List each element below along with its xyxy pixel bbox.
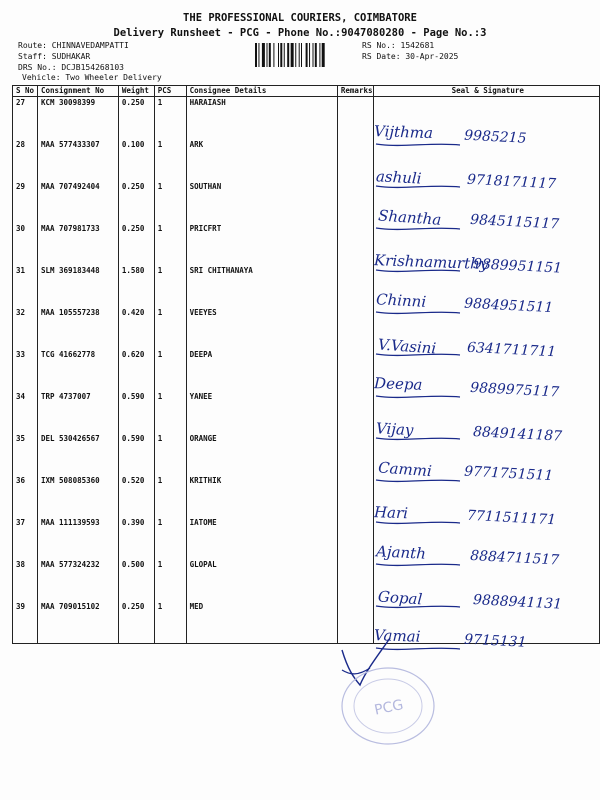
cell-sno: 39: [13, 601, 38, 644]
cell-weight: 1.580: [118, 265, 154, 307]
cell-remarks: [337, 307, 373, 349]
cell-weight: 0.590: [118, 391, 154, 433]
signature-name: Hari: [373, 503, 409, 523]
signature-stroke: [376, 354, 460, 355]
cell-sno: 28: [13, 139, 38, 181]
cell-consignment: MAA 105557238: [37, 307, 118, 349]
barcode-bar: [301, 43, 302, 67]
cell-consignee: PRICFRT: [186, 223, 337, 265]
signature-phone: 9884951511: [463, 295, 554, 317]
rs-date-label: RS Date: 30-Apr-2025: [362, 52, 459, 61]
barcode-bar: [319, 43, 320, 67]
signature-name: Vijay: [375, 419, 414, 440]
signature-name: Vamai: [373, 626, 421, 646]
cell-pcs: 1: [154, 97, 186, 140]
barcode-bar: [258, 43, 259, 67]
cell-sno: 29: [13, 181, 38, 223]
cell-consignment: MAA 707981733: [37, 223, 118, 265]
staff-label: Staff: SUDHAKAR: [18, 52, 91, 61]
signature: [372, 576, 594, 616]
cell-consignment: TCG 41662778: [37, 349, 118, 391]
cell-pcs: 1: [154, 181, 186, 223]
cell-consignment: MAA 577324232: [37, 559, 118, 601]
cell-consignee: KRITHIK: [186, 475, 337, 517]
cell-pcs: 1: [154, 391, 186, 433]
col-seal: Seal & Signature: [373, 86, 600, 97]
cell-consignee: IATOME: [186, 517, 337, 559]
signature-stroke: [376, 522, 460, 523]
cell-remarks: [337, 139, 373, 181]
signature: [372, 240, 594, 280]
signature-name: Krishnamurthy: [373, 251, 489, 274]
cell-remarks: [337, 559, 373, 601]
signature-phone: 9889975117: [469, 379, 560, 401]
cell-sno: 33: [13, 349, 38, 391]
signature-phone: 9888941131: [472, 592, 563, 613]
rs-no-label: RS No.: 1542681: [362, 41, 435, 50]
signature-stroke: [376, 564, 460, 565]
signature-phone: 8849141187: [472, 424, 563, 445]
cell-consignment: MAA 709015102: [37, 601, 118, 644]
signature-stroke: [376, 438, 460, 439]
cell-remarks: [337, 391, 373, 433]
cell-consignment: MAA 577433307: [37, 139, 118, 181]
col-pcs: PCS: [154, 86, 186, 97]
cell-weight: 0.250: [118, 97, 154, 140]
cell-sno: 30: [13, 223, 38, 265]
barcode-bar: [291, 43, 294, 67]
signature: [372, 450, 594, 490]
cell-consignee: MED: [186, 601, 337, 644]
signature-phone: 6341711711: [466, 339, 557, 361]
barcode-bar: [306, 43, 308, 67]
cell-remarks: [337, 517, 373, 559]
cell-remarks: [337, 97, 373, 140]
cell-consignee: YANEE: [186, 391, 337, 433]
col-remarks: Remarks: [337, 86, 373, 97]
cell-consignee: SRI CHITHANAYA: [186, 265, 337, 307]
cell-weight: 0.100: [118, 139, 154, 181]
signature: [372, 324, 594, 364]
cell-weight: 0.590: [118, 433, 154, 475]
cell-sno: 38: [13, 559, 38, 601]
cell-sno: 32: [13, 307, 38, 349]
cell-pcs: 1: [154, 433, 186, 475]
cell-remarks: [337, 223, 373, 265]
signature: [372, 366, 594, 406]
cell-pcs: 1: [154, 223, 186, 265]
signature-name: Deepa: [373, 374, 423, 394]
signature-name: Gopal: [377, 587, 423, 609]
signature-name: Chinni: [375, 290, 427, 311]
cell-sno: 31: [13, 265, 38, 307]
cell-weight: 0.250: [118, 181, 154, 223]
signature: [372, 282, 594, 322]
signature-phone: 9985215: [463, 127, 527, 147]
cell-weight: 0.500: [118, 559, 154, 601]
signature-phone: 9718171117: [466, 171, 557, 193]
cell-weight: 0.620: [118, 349, 154, 391]
cell-pcs: 1: [154, 601, 186, 644]
cell-weight: 0.250: [118, 223, 154, 265]
signature-phone: 9889951151: [472, 256, 563, 277]
cell-sno: 37: [13, 517, 38, 559]
table-header-row: [13, 86, 600, 97]
signature-stroke: [376, 312, 460, 313]
cell-weight: 0.420: [118, 307, 154, 349]
signature-phone: 8884711517: [469, 547, 560, 569]
cell-pcs: 1: [154, 475, 186, 517]
barcode-bar: [255, 43, 257, 67]
barcode-bar: [269, 43, 271, 67]
barcode-bar: [309, 43, 310, 67]
cell-weight: 0.250: [118, 601, 154, 644]
cell-remarks: [337, 265, 373, 307]
barcode-bar: [284, 43, 285, 67]
delivery-stamp: [320, 630, 480, 750]
signature-phone: 9715131: [463, 631, 527, 651]
signature: [372, 492, 594, 532]
cell-remarks: [337, 475, 373, 517]
barcode-bar: [313, 43, 314, 67]
cell-consignee: SOUTHAN: [186, 181, 337, 223]
company-title: THE PROFESSIONAL COURIERS, COIMBATORE: [183, 12, 417, 24]
drs-label: DRS No.: DCJB154268103: [18, 63, 124, 72]
barcode-bar: [262, 43, 265, 67]
cell-consignment: MAA 111139593: [37, 517, 118, 559]
signature-name: Cammi: [377, 458, 433, 481]
signature-stroke: [376, 480, 460, 481]
cell-pcs: 1: [154, 139, 186, 181]
cell-sno: 34: [13, 391, 38, 433]
signature-name: Vijthma: [373, 122, 434, 143]
cell-consignment: IXM 508085360: [37, 475, 118, 517]
barcode-bar: [267, 43, 268, 67]
cell-consignee: DEEPA: [186, 349, 337, 391]
route-label: Route: CHINNAVEDAMPATTI: [18, 41, 129, 50]
cell-sno: 36: [13, 475, 38, 517]
barcode-bar: [295, 43, 296, 67]
barcode: [255, 43, 351, 67]
cell-consignment: SLM 369183448: [37, 265, 118, 307]
signature-name: Shantha: [377, 206, 442, 229]
signature-phone: 9771751511: [463, 463, 554, 485]
barcode-bar: [278, 43, 279, 67]
barcode-bar: [273, 43, 274, 67]
cell-pcs: 1: [154, 517, 186, 559]
cell-consignee: HARAIASH: [186, 97, 337, 140]
cell-remarks: [337, 433, 373, 475]
signature: [372, 156, 594, 196]
barcode-bar: [315, 43, 317, 67]
signature-stroke: [376, 186, 460, 187]
barcode-bar: [287, 43, 289, 67]
cell-consignee: GLOPAL: [186, 559, 337, 601]
cell-sno: 35: [13, 433, 38, 475]
vehicle-label: Vehicle: Two Wheeler Delivery: [22, 73, 162, 82]
col-weight: Weight: [118, 86, 154, 97]
signature-name: ashuli: [375, 167, 422, 188]
col-sno: S No: [13, 86, 38, 97]
cell-pcs: 1: [154, 265, 186, 307]
cell-pcs: 1: [154, 559, 186, 601]
signature: [372, 408, 594, 448]
signature: [372, 534, 594, 574]
cell-consignee: VEEYES: [186, 307, 337, 349]
cell-consignee: ARK: [186, 139, 337, 181]
cell-consignment: DEL 530426567: [37, 433, 118, 475]
barcode-bar: [299, 43, 300, 67]
barcode-bar: [280, 43, 282, 67]
signature-stroke: [376, 396, 460, 397]
signature-phone: 9845115117: [469, 211, 560, 233]
cell-remarks: [337, 349, 373, 391]
signature: [372, 198, 594, 238]
runsheet-subtitle: Delivery Runsheet - PCG - Phone No.:9047080280 - Page No.:3: [113, 27, 487, 39]
cell-weight: 0.520: [118, 475, 154, 517]
cell-weight: 0.390: [118, 517, 154, 559]
signature-stroke: [376, 228, 460, 229]
signature-name: Ajanth: [375, 542, 427, 563]
cell-pcs: 1: [154, 349, 186, 391]
barcode-bar: [322, 43, 325, 67]
cell-consignee: ORANGE: [186, 433, 337, 475]
col-consignee: Consignee Details: [186, 86, 337, 97]
cell-remarks: [337, 181, 373, 223]
col-consignment: Consignment No: [37, 86, 118, 97]
signature-name: V.Vasini: [377, 335, 437, 358]
cell-consignment: TRP 4737007: [37, 391, 118, 433]
cell-sno: 27: [13, 97, 38, 140]
signature: [372, 114, 594, 154]
stamp-text: PCG: [373, 696, 405, 719]
signature-stroke: [376, 144, 460, 145]
signature-stroke: [376, 606, 460, 607]
cell-consignment: MAA 707492404: [37, 181, 118, 223]
signature-phone: 7711511171: [466, 507, 557, 529]
cell-pcs: 1: [154, 307, 186, 349]
cell-consignment: KCM 30098399: [37, 97, 118, 140]
